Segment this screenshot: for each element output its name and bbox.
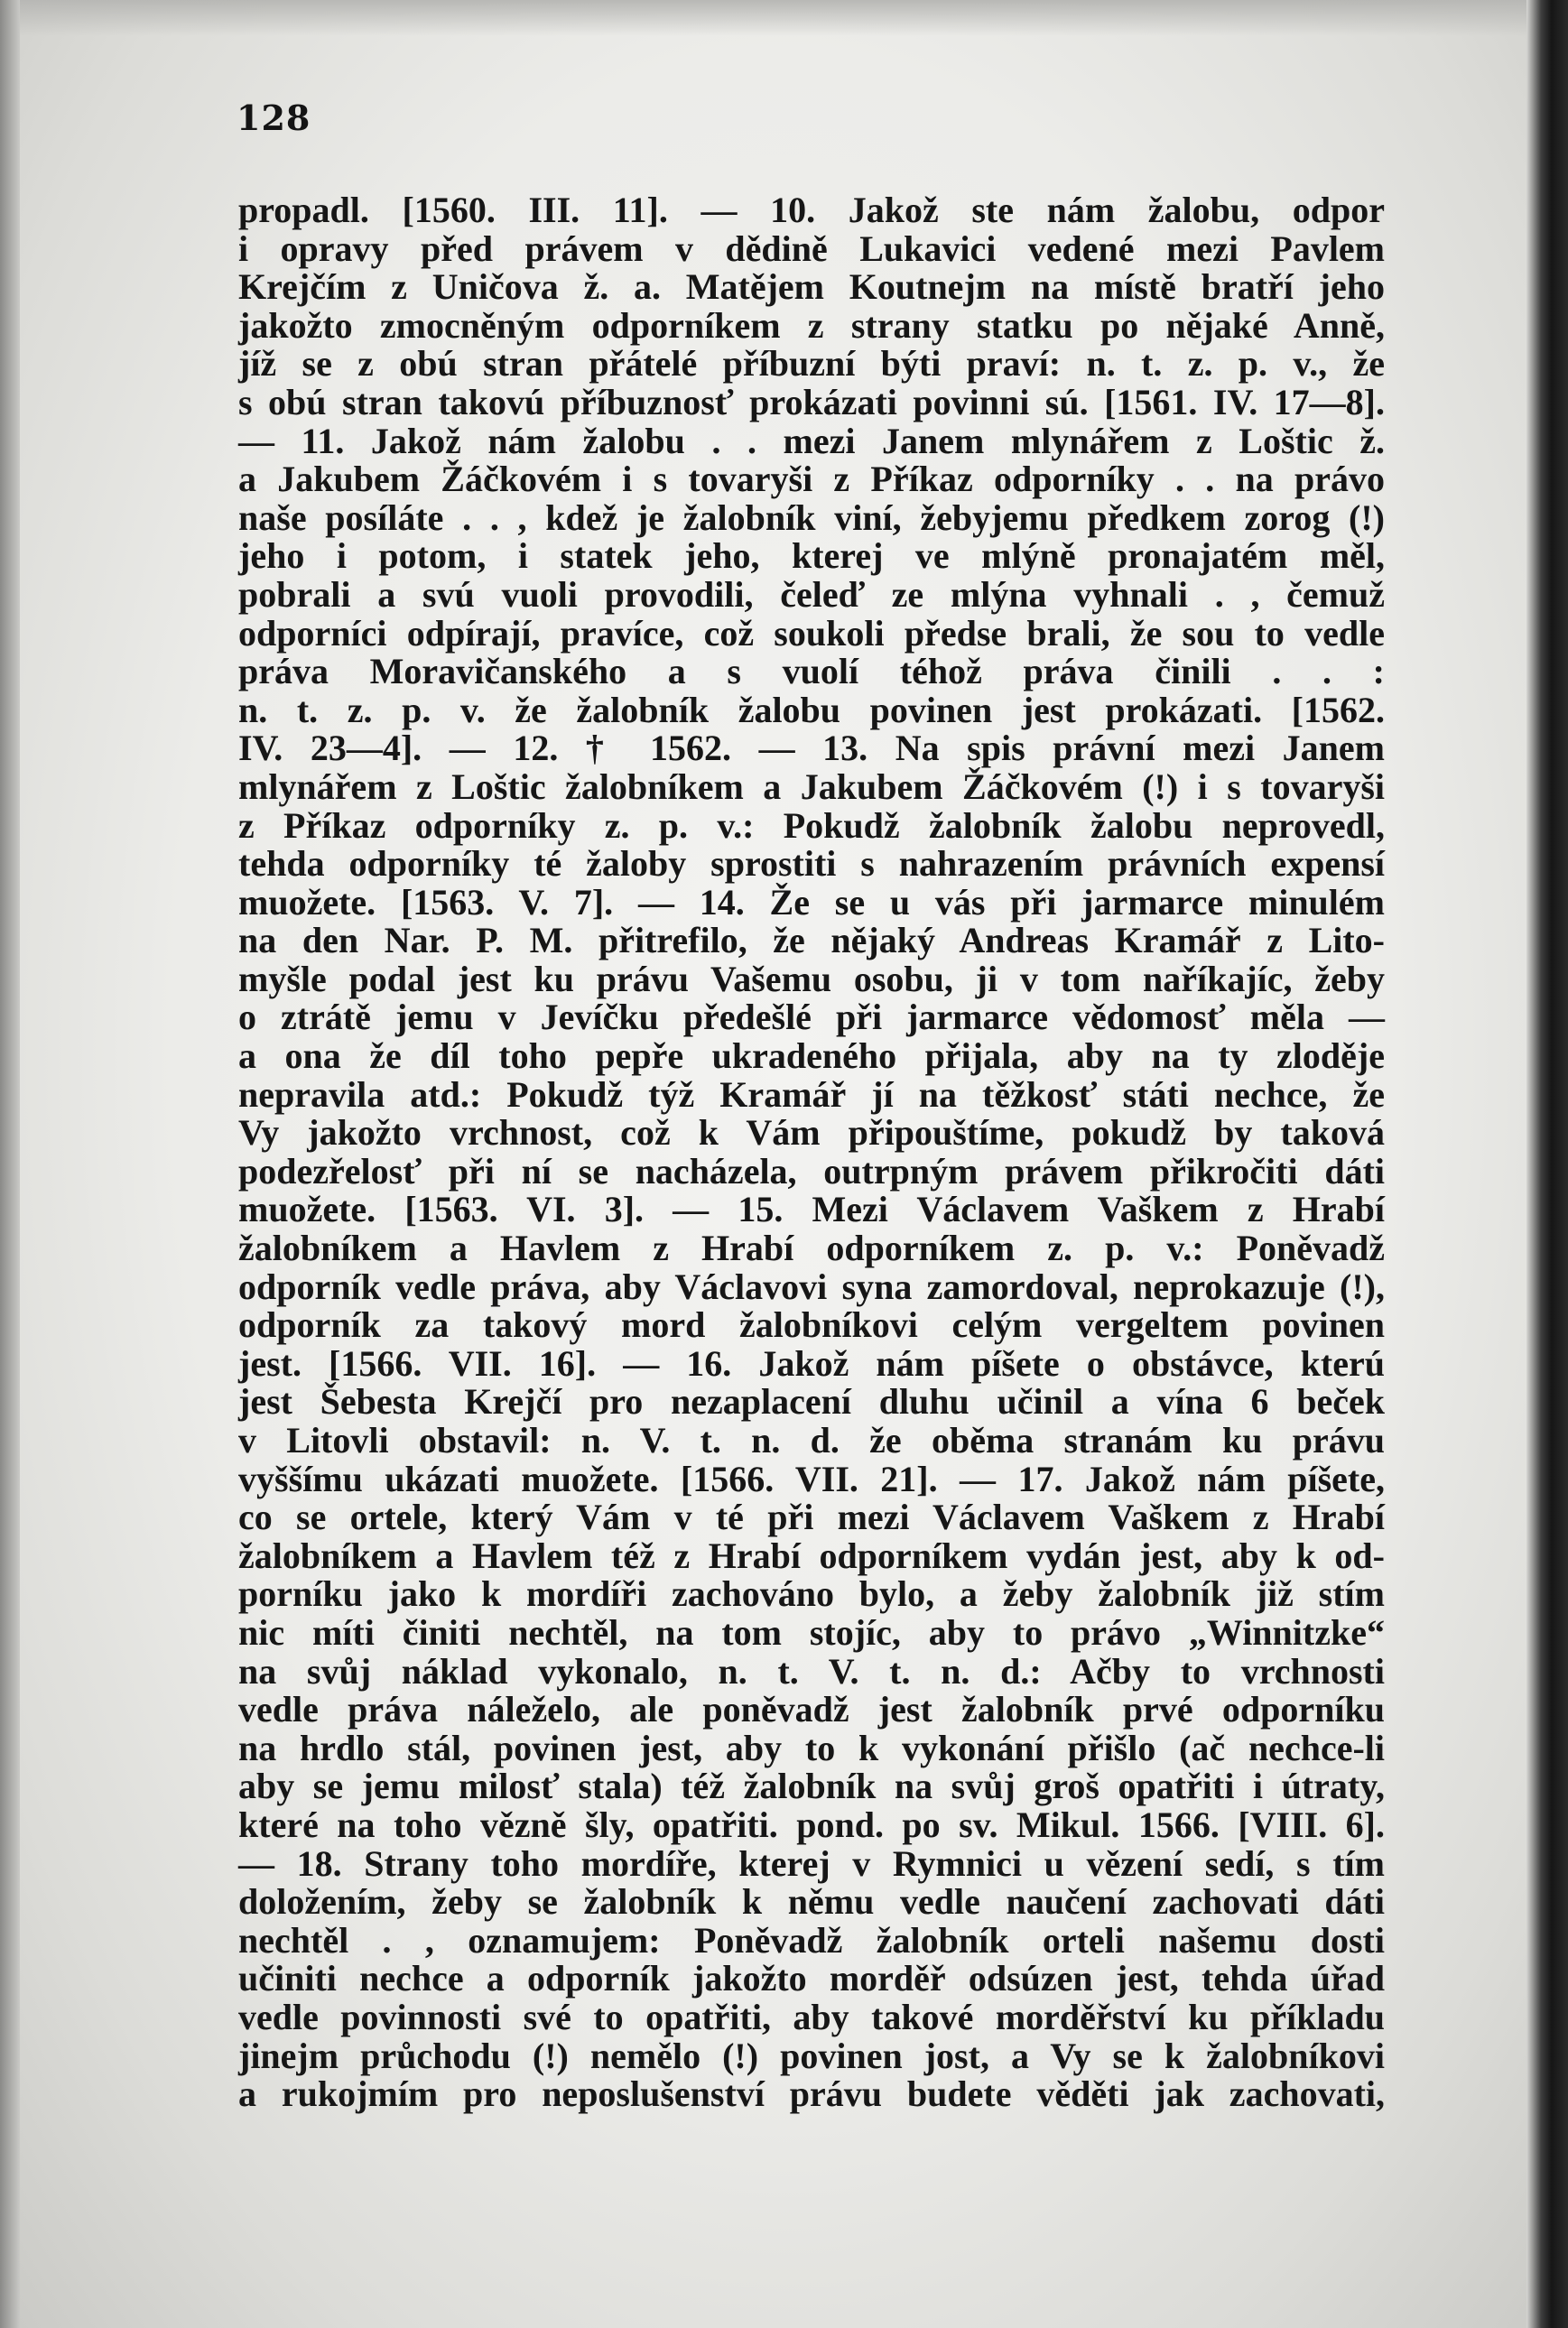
text-line: co se ortele, který Vám v té při mezi Václavem Vaškem z Hrabí	[238, 1497, 1385, 1538]
text-line: Krejčím z Uničova ž. a. Matějem Koutnejm na místě bratří jeho	[238, 266, 1385, 308]
text-line: učiniti nechce a odporník jakožto morděř odsúzen jest, tehda úřad	[238, 1958, 1385, 1999]
text-line: vyššímu ukázati muožete. [1566. VII. 21]. — 17. Jakož nám píšete,	[238, 1458, 1385, 1499]
text-line: a ona že díl toho pepře ukradeného přijala, aby na ty zloděje	[238, 1035, 1385, 1077]
text-line: doložením, žeby se žalobník k němu vedle naučení zachovati dáti	[238, 1881, 1385, 1923]
text-line: z Příkaz odporníky z. p. v.: Pokudž žalobník žalobu neprovedl,	[238, 804, 1385, 846]
text-line: jest Šebesta Krejčí pro nezaplacení dluhu učinil a vína 6 beček	[238, 1381, 1385, 1423]
text-line: nechtěl . , oznamujem: Poněvadž žalobník orteli našemu dosti	[238, 1919, 1385, 1961]
text-line: odporník vedle práva, aby Václavovi syna zamordoval, neprokazuje (!),	[238, 1266, 1385, 1307]
text-line: propadl. [1560. III. 11]. — 10. Jakož ste nám žalobu, odpor	[238, 190, 1385, 230]
text-line: jeho i potom, i statek jeho, kterej ve mlýně pronajatém měl,	[238, 535, 1385, 577]
text-line: muožete. [1563. VI. 3]. — 15. Mezi Václavem Vaškem z Hrabí	[238, 1189, 1385, 1230]
text-line: naše posíláte . . , kdež je žalobník viní, žebyjemu předkem zorog (!)	[238, 496, 1385, 538]
text-line: n. t. z. p. v. že žalobník žalobu povinen jest prokázati. [1562.	[238, 689, 1385, 730]
text-line: a Jakubem Žáčkovém i s tovaryši z Příkaz odporníky . . na právo	[238, 459, 1385, 500]
page-number: 128	[237, 97, 311, 138]
text-line: tehda odporníky té žaloby sprostiti s nahrazením právních expensí	[238, 843, 1385, 885]
text-line: odporník za takový mord žalobníkovi celým vergeltem povinen	[238, 1304, 1385, 1346]
text-line: žalobníkem a Havlem též z Hrabí odporníkem vydán jest, aby k od-	[238, 1535, 1385, 1576]
text-line: které na toho vězně šly, opatřiti. pond. po sv. Mikul. 1566. [VIII. 6].	[238, 1804, 1385, 1845]
text-line: muožete. [1563. V. 7]. — 14. Že se u vás při jarmarce minulém	[238, 881, 1385, 923]
text-line: na svůj náklad vykonalo, n. t. V. t. n. d.: Ačby to vrchnosti	[238, 1650, 1385, 1692]
scan-right-binding-edge	[1526, 0, 1568, 2328]
text-line: podezřelosť při ní se nacházela, outrpným právem přikročiti dáti	[238, 1150, 1385, 1192]
text-line: vedle povinnosti své to opatřiti, aby takové morděřství ku příkladu	[238, 1996, 1385, 2037]
text-line: — 18. Strany toho mordíře, kterej v Rymnici u vězení sedí, s tím	[238, 1842, 1385, 1884]
text-line: pobrali a svú vuoli provodili, čeleď ze mlýna vyhnali . , čemuž	[238, 573, 1385, 615]
text-line: v Litovli obstavil: n. V. t. n. d. že oběma stranám ku právu	[238, 1420, 1385, 1461]
text-line: Vy jakožto vrchnost, což k Vám připouštíme, pokudž by taková	[238, 1112, 1385, 1154]
text-line: mlynářem z Loštic žalobníkem a Jakubem Žáčkovém (!) i s tovaryši	[238, 765, 1385, 807]
text-line: nic míti činiti nechtěl, na tom stojíc, aby to právo „Winnitzke“	[238, 1611, 1385, 1653]
text-line: s obú stran takovú příbuznosť prokázati povinni sú. [1561. IV. 17—8].	[238, 381, 1385, 422]
text-line: na hrdlo stál, povinen jest, aby to k vykonání přišlo (ač nechce-li	[238, 1727, 1385, 1768]
text-line: a rukojmím pro neposlušenství právu budete věděti jak zachovati,	[238, 2073, 1385, 2115]
text-line: na den Nar. P. M. přitrefilo, že nějaký Andreas Kramář z Lito-	[238, 920, 1385, 961]
text-line: IV. 23—4]. — 12. † 1562. — 13. Na spis právní mezi Janem	[238, 728, 1385, 769]
text-line: i opravy před právem v dědině Lukavici vedené mezi Pavlem	[238, 227, 1385, 269]
text-line: myšle podal jest ku právu Vašemu osobu, ji v tom naříkajíc, žeby	[238, 958, 1385, 999]
text-line: vedle práva náleželo, ale poněvadž jest žalobník prvé odporníku	[238, 1689, 1385, 1730]
text-line: o ztrátě jemu v Jevíčku předešlé při jarmarce vědomosť měla —	[238, 997, 1385, 1038]
text-line: — 11. Jakož nám žalobu . . mezi Janem mlynářem z Loštic ž.	[238, 420, 1385, 461]
text-line: jakožto zmocněným odporníkem z strany statku po nějaké Anně,	[238, 304, 1385, 346]
body-text	[238, 191, 1385, 2114]
text-line: práva Moravičanského a s vuolí téhož práva činili . . :	[238, 651, 1385, 692]
text-line: žalobníkem a Havlem z Hrabí odporníkem z. p. v.: Poněvadž	[238, 1228, 1385, 1269]
text-line: jíž se z obú stran přátelé příbuzní býti praví: n. t. z. p. v., že	[238, 343, 1385, 385]
scan-left-edge	[0, 0, 20, 2328]
text-line: porníku jako k mordíři zachováno bylo, a žeby žalobník již stím	[238, 1573, 1385, 1615]
text-line: jest. [1566. VII. 16]. — 16. Jakož nám píšete o obstávce, kterú	[238, 1342, 1385, 1384]
text-line: odporníci odpírají, pravíce, což soukoli předse brali, že sou to vedle	[238, 612, 1385, 654]
text-line: nepravila atd.: Pokudž týž Kramář jí na těžkosť státi nechce, že	[238, 1073, 1385, 1115]
scan-top-shadow	[0, 0, 1568, 36]
text-line: jinejm průchodu (!) nemělo (!) povinen jost, a Vy se k žalobníkovi	[238, 2035, 1385, 2076]
text-line: aby se jemu milosť stala) též žalobník na svůj groš opatřiti i útraty,	[238, 1766, 1385, 1807]
